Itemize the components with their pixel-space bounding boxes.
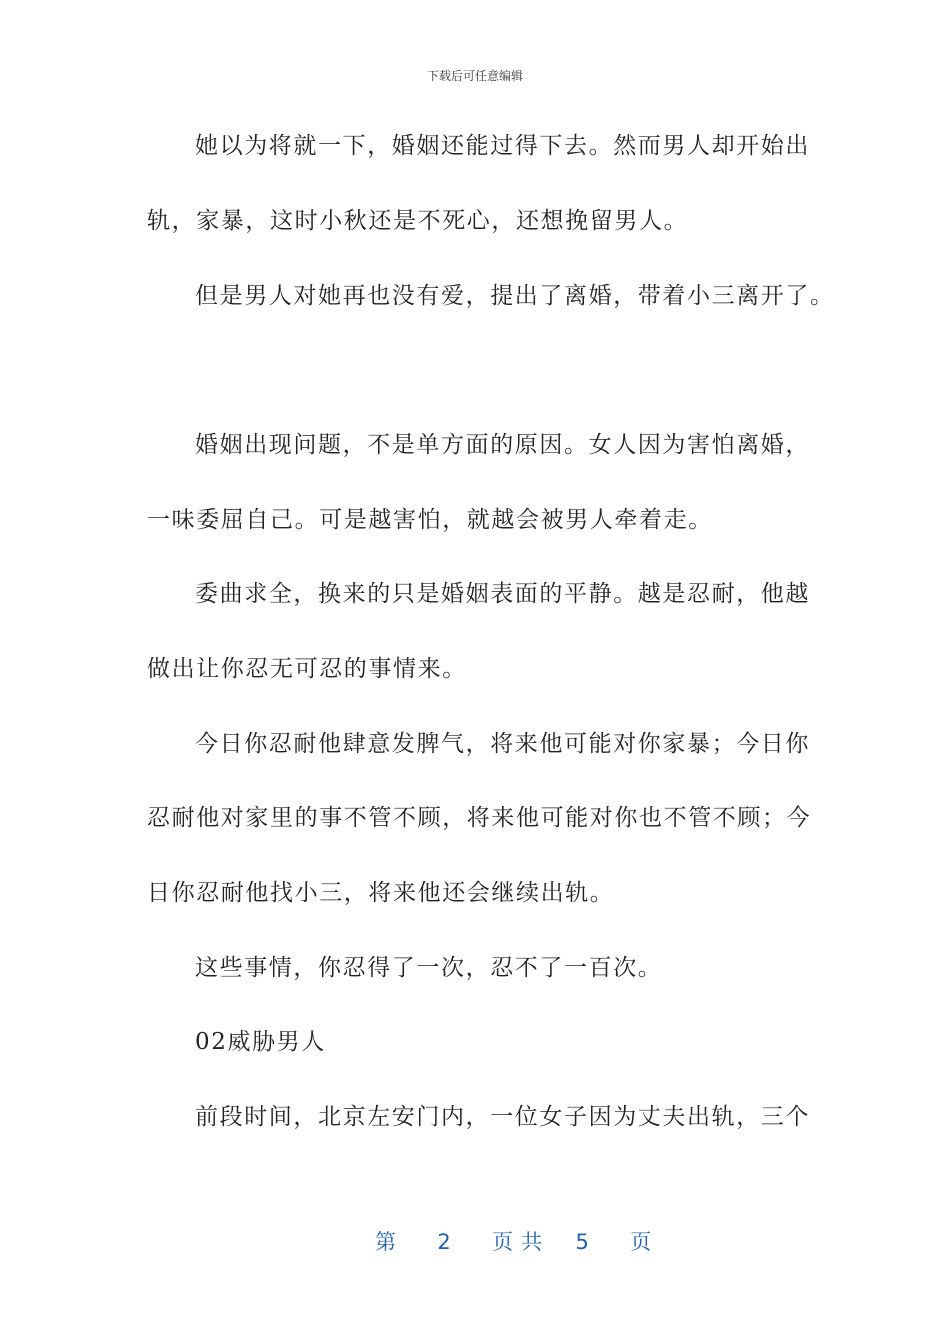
text-line: 她以为将就一下，婚姻还能过得下去。然而男人却开始出: [195, 133, 810, 159]
text-line: 一味委屈自己。可是越害怕，就越会被男人牵着走。: [147, 507, 713, 533]
total-pages: 5: [575, 1230, 589, 1254]
page-middle: 页共: [492, 1230, 551, 1254]
text-line: 委曲求全，换来的只是婚姻表面的平静。越是忍耐，他越: [195, 581, 810, 607]
current-page: 2: [437, 1230, 451, 1254]
section-heading: 02威胁男人: [195, 1029, 326, 1055]
text-line: 这些事情，你忍得了一次，忍不了一百次。: [195, 955, 663, 981]
text-line: 但是男人对她再也没有爱，提出了离婚，带着小三离开了。: [195, 283, 835, 309]
text-line: 今日你忍耐他肆意发脾气，将来他可能对你家暴；今日你: [195, 731, 810, 757]
text-line: 日你忍耐他找小三，将来他还会继续出轨。: [147, 880, 615, 906]
page-prefix: 第: [375, 1230, 396, 1254]
text-line: 婚姻出现问题，不是单方面的原因。女人因为害怕离婚，: [195, 432, 810, 458]
page-header: 下载后可任意编辑: [426, 69, 523, 83]
text-line: 轨，家暴，这时小秋还是不死心，还想挽留男人。: [147, 208, 689, 234]
page-suffix: 页: [630, 1230, 652, 1254]
text-line: 忍耐他对家里的事不管不顾，将来他可能对你也不管不顾；今: [147, 805, 812, 831]
page-number: [375, 1226, 651, 1256]
text-line: 做出让你忍无可忍的事情来。: [147, 656, 467, 682]
text-line: 前段时间，北京左安门内，一位女子因为丈夫出轨，三个: [195, 1104, 810, 1130]
